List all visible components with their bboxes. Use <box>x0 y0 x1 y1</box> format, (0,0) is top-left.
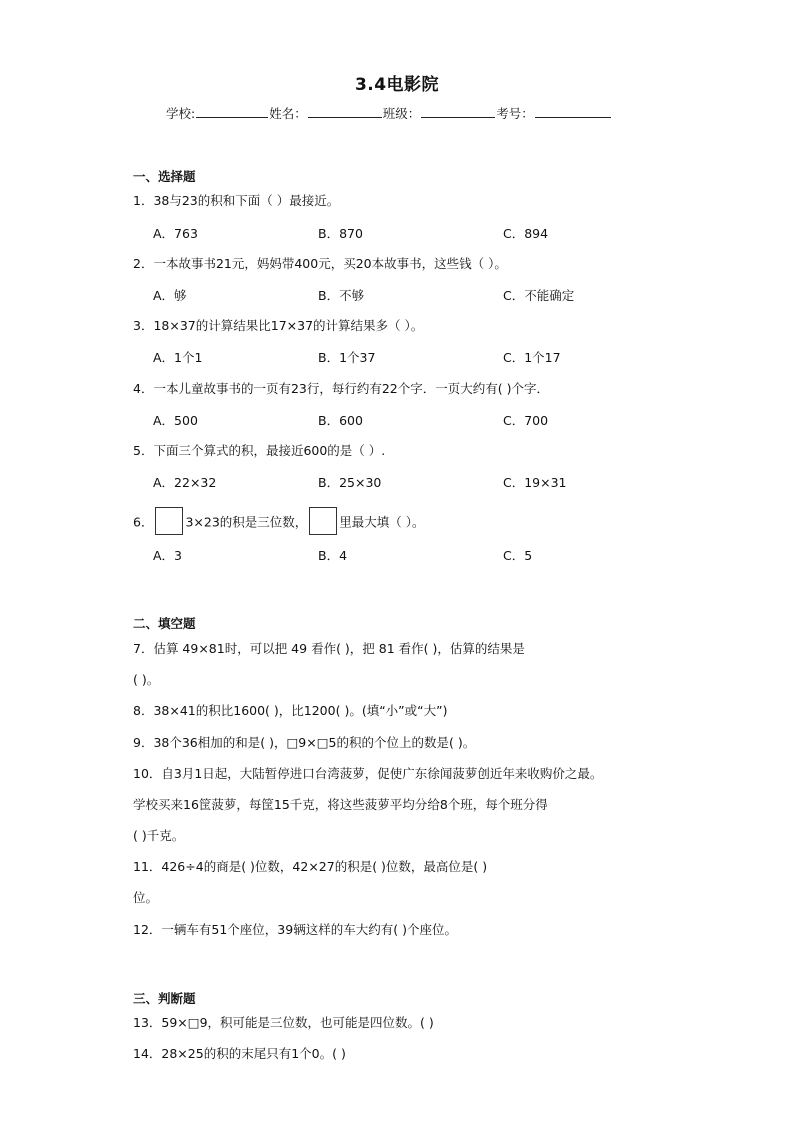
question-6-text-mid: 3×23的积是三位数， <box>185 514 308 530</box>
option-b[interactable]: B．25×30 <box>318 475 382 490</box>
section-heading-judge: 三、判断题 <box>133 991 196 1006</box>
question-10-line-2: 学校买来16筐菠萝，每筐15千克，将这些菠萝平均分给8个班，每个班分得 <box>133 797 548 812</box>
question-1: 1．38与23的积和下面（ ）最接近。 <box>133 193 340 208</box>
name-field[interactable] <box>308 105 382 118</box>
option-b[interactable]: B．870 <box>318 226 363 241</box>
option-a[interactable]: A．够 <box>153 288 187 303</box>
option-a[interactable]: A．763 <box>153 226 198 241</box>
question-8: 8．38×41的积比1600( )，比1200( )。(填“小”或“大”) <box>133 703 448 718</box>
question-9: 9．38个36相加的和是( )，□9×□5的积的个位上的数是( )。 <box>133 735 476 750</box>
question-11-line-2: 位。 <box>133 890 159 905</box>
option-a[interactable]: A．3 <box>153 548 183 563</box>
section-heading-fill: 二、填空题 <box>133 616 196 631</box>
school-field[interactable] <box>196 105 268 118</box>
option-a[interactable]: A．1个1 <box>153 350 203 365</box>
class-label: 班级： <box>382 106 421 121</box>
option-c[interactable]: C．不能确定 <box>503 288 575 303</box>
class-field[interactable] <box>421 105 495 118</box>
question-11-line-1: 11．426÷4的商是( )位数，42×27的积是( )位数，最高位是( ) <box>133 859 488 874</box>
question-13: 13．59×□9，积可能是三位数，也可能是四位数。( ) <box>133 1015 434 1030</box>
section-heading-choice: 一、选择题 <box>133 169 196 184</box>
option-c[interactable]: C．894 <box>503 226 549 241</box>
option-c[interactable]: C．700 <box>503 413 549 428</box>
option-b[interactable]: B．不够 <box>318 288 365 303</box>
question-3: 3．18×37的计算结果比17×37的计算结果多（ ）。 <box>133 318 424 333</box>
question-14: 14．28×25的积的末尾只有1个0。( ) <box>133 1046 346 1061</box>
school-label: 学校: <box>166 106 196 121</box>
blank-box[interactable] <box>309 507 337 535</box>
option-a[interactable]: A．500 <box>153 413 198 428</box>
option-c[interactable]: C．19×31 <box>503 475 567 490</box>
student-info-line <box>166 104 612 122</box>
option-c[interactable]: C．5 <box>503 548 533 563</box>
question-2: 2．一本故事书21元，妈妈带400元，买20本故事书，这些钱（ ）。 <box>133 256 507 271</box>
question-7-line-1: 7．估算 49×81时，可以把 49 看作( )，把 81 看作( )，估算的结果是 <box>133 641 525 656</box>
question-6-text-end: 里最大填（ ）。 <box>339 514 425 530</box>
exam-no-label: 考号： <box>496 106 534 121</box>
question-6-number: 6． <box>133 514 154 530</box>
question-6 <box>133 509 425 537</box>
option-c[interactable]: C．1个17 <box>503 350 561 365</box>
question-12: 12．一辆车有51个座位，39辆这样的车大约有( )个座位。 <box>133 922 457 937</box>
question-5: 5．下面三个算式的积，最接近600的是（ ）. <box>133 443 386 458</box>
option-a[interactable]: A．22×32 <box>153 475 217 490</box>
question-10-line-1: 10．自3月1日起，大陆暂停进口台湾菠萝，促使广东徐闻菠萝创近年来收购价之最。 <box>133 766 603 781</box>
option-b[interactable]: B．600 <box>318 413 363 428</box>
name-label: 姓名： <box>269 106 307 121</box>
blank-box[interactable] <box>155 507 183 535</box>
question-10-line-3: ( )千克。 <box>133 828 185 843</box>
exam-no-field[interactable] <box>535 105 611 118</box>
question-7-line-2: ( )。 <box>133 672 160 687</box>
page-title: 3.4电影院 <box>354 75 440 95</box>
option-b[interactable]: B．1个37 <box>318 350 376 365</box>
option-b[interactable]: B．4 <box>318 548 348 563</box>
question-4: 4．一本儿童故事书的一页有23行，每行约有22个字．一页大约有( )个字． <box>133 381 549 396</box>
